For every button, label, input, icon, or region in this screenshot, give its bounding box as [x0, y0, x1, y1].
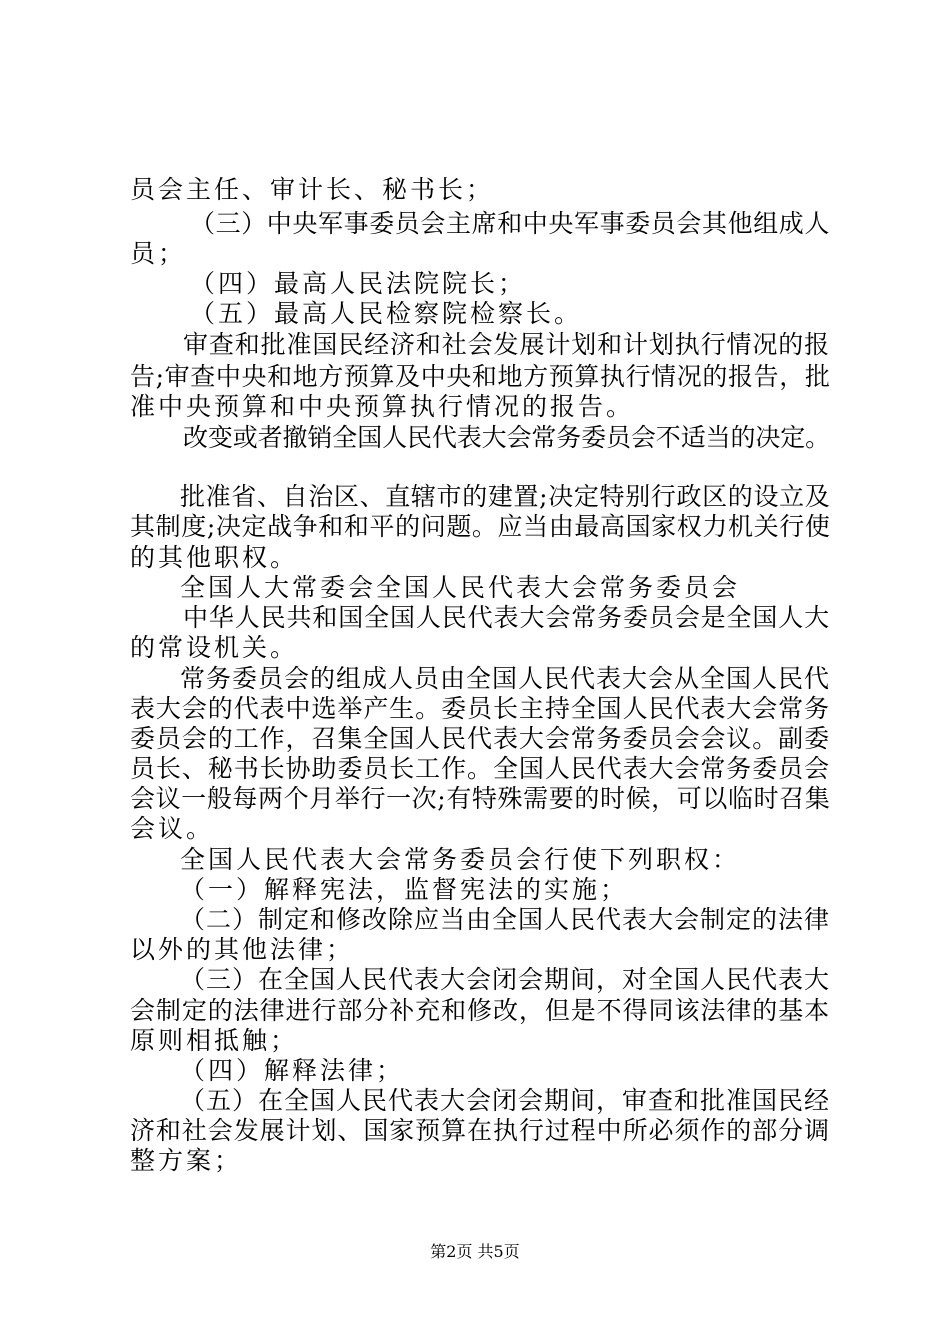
text-line: 原则相抵触； — [130, 1026, 299, 1055]
text-line: 委员会的工作，召集全国人民代表大会常务委员会会议。副委 — [130, 724, 831, 753]
page-footer: 第2页 共5页 — [430, 1242, 520, 1261]
text-line: 的常设机关。 — [130, 633, 299, 662]
text-line: （三）中央军事委员会主席和中央军事委员会其他组成人 — [190, 209, 831, 238]
text-line: 会议。 — [130, 814, 215, 843]
text-line: 审查和批准国民经济和社会发展计划和计划执行情况的报 — [183, 330, 831, 359]
text-line: （一）解释宪法，监督宪法的实施； — [180, 875, 629, 904]
text-line: （三）在全国人民代表大会闭会期间，对全国人民代表大 — [180, 965, 831, 994]
text-line: （五）在全国人民代表大会闭会期间，审查和批准国民经 — [180, 1086, 831, 1115]
text-line: 会议一般每两个月举行一次;有特殊需要的时候，可以临时召集 — [130, 784, 831, 813]
text-line: 的其他职权。 — [130, 543, 299, 572]
text-line: 批准省、自治区、直辖市的建置;决定特别行政区的设立及 — [180, 482, 831, 511]
text-line: （二）制定和修改除应当由全国人民代表大会制定的法律 — [180, 905, 831, 934]
text-line: 中华人民共和国全国人民代表大会常务委员会是全国人大 — [183, 603, 831, 632]
text-line: 整方案； — [130, 1146, 243, 1175]
text-line: 准中央预算和中央预算执行情况的报告。 — [130, 392, 635, 421]
text-line: 改变或者撤销全国人民代表大会常务委员会不适当的决定。 — [183, 423, 831, 452]
text-line: 员会主任、审计长、秘书长； — [130, 175, 495, 204]
text-line: 员； — [130, 239, 187, 268]
text-line: （四）最高人民法院院长； — [190, 269, 527, 298]
text-line: 员长、秘书长协助委员长工作。全国人民代表大会常务委员会 — [130, 754, 831, 783]
text-line: 全国人大常委会全国人民代表大会常务委员会 — [180, 573, 741, 602]
text-line: 其制度;决定战争和和平的问题。应当由最高国家权力机关行使 — [130, 512, 831, 541]
text-line: （五）最高人民检察院检察长。 — [190, 299, 583, 328]
text-line: 济和社会发展计划、国家预算在执行过程中所必须作的部分调 — [130, 1116, 831, 1145]
text-line: 全国人民代表大会常务委员会行使下列职权： — [180, 845, 741, 874]
text-line: 告;审查中央和地方预算及中央和地方预算执行情况的报告，批 — [130, 362, 831, 391]
text-line: 表大会的代表中选举产生。委员长主持全国人民代表大会常务 — [130, 694, 831, 723]
text-line: 常务委员会的组成人员由全国人民代表大会从全国人民代 — [180, 664, 831, 693]
text-line: 会制定的法律进行部分补充和修改，但是不得同该法律的基本 — [130, 996, 831, 1025]
text-line: 以外的其他法律； — [130, 935, 355, 964]
text-line: （四）解释法律； — [180, 1056, 405, 1085]
